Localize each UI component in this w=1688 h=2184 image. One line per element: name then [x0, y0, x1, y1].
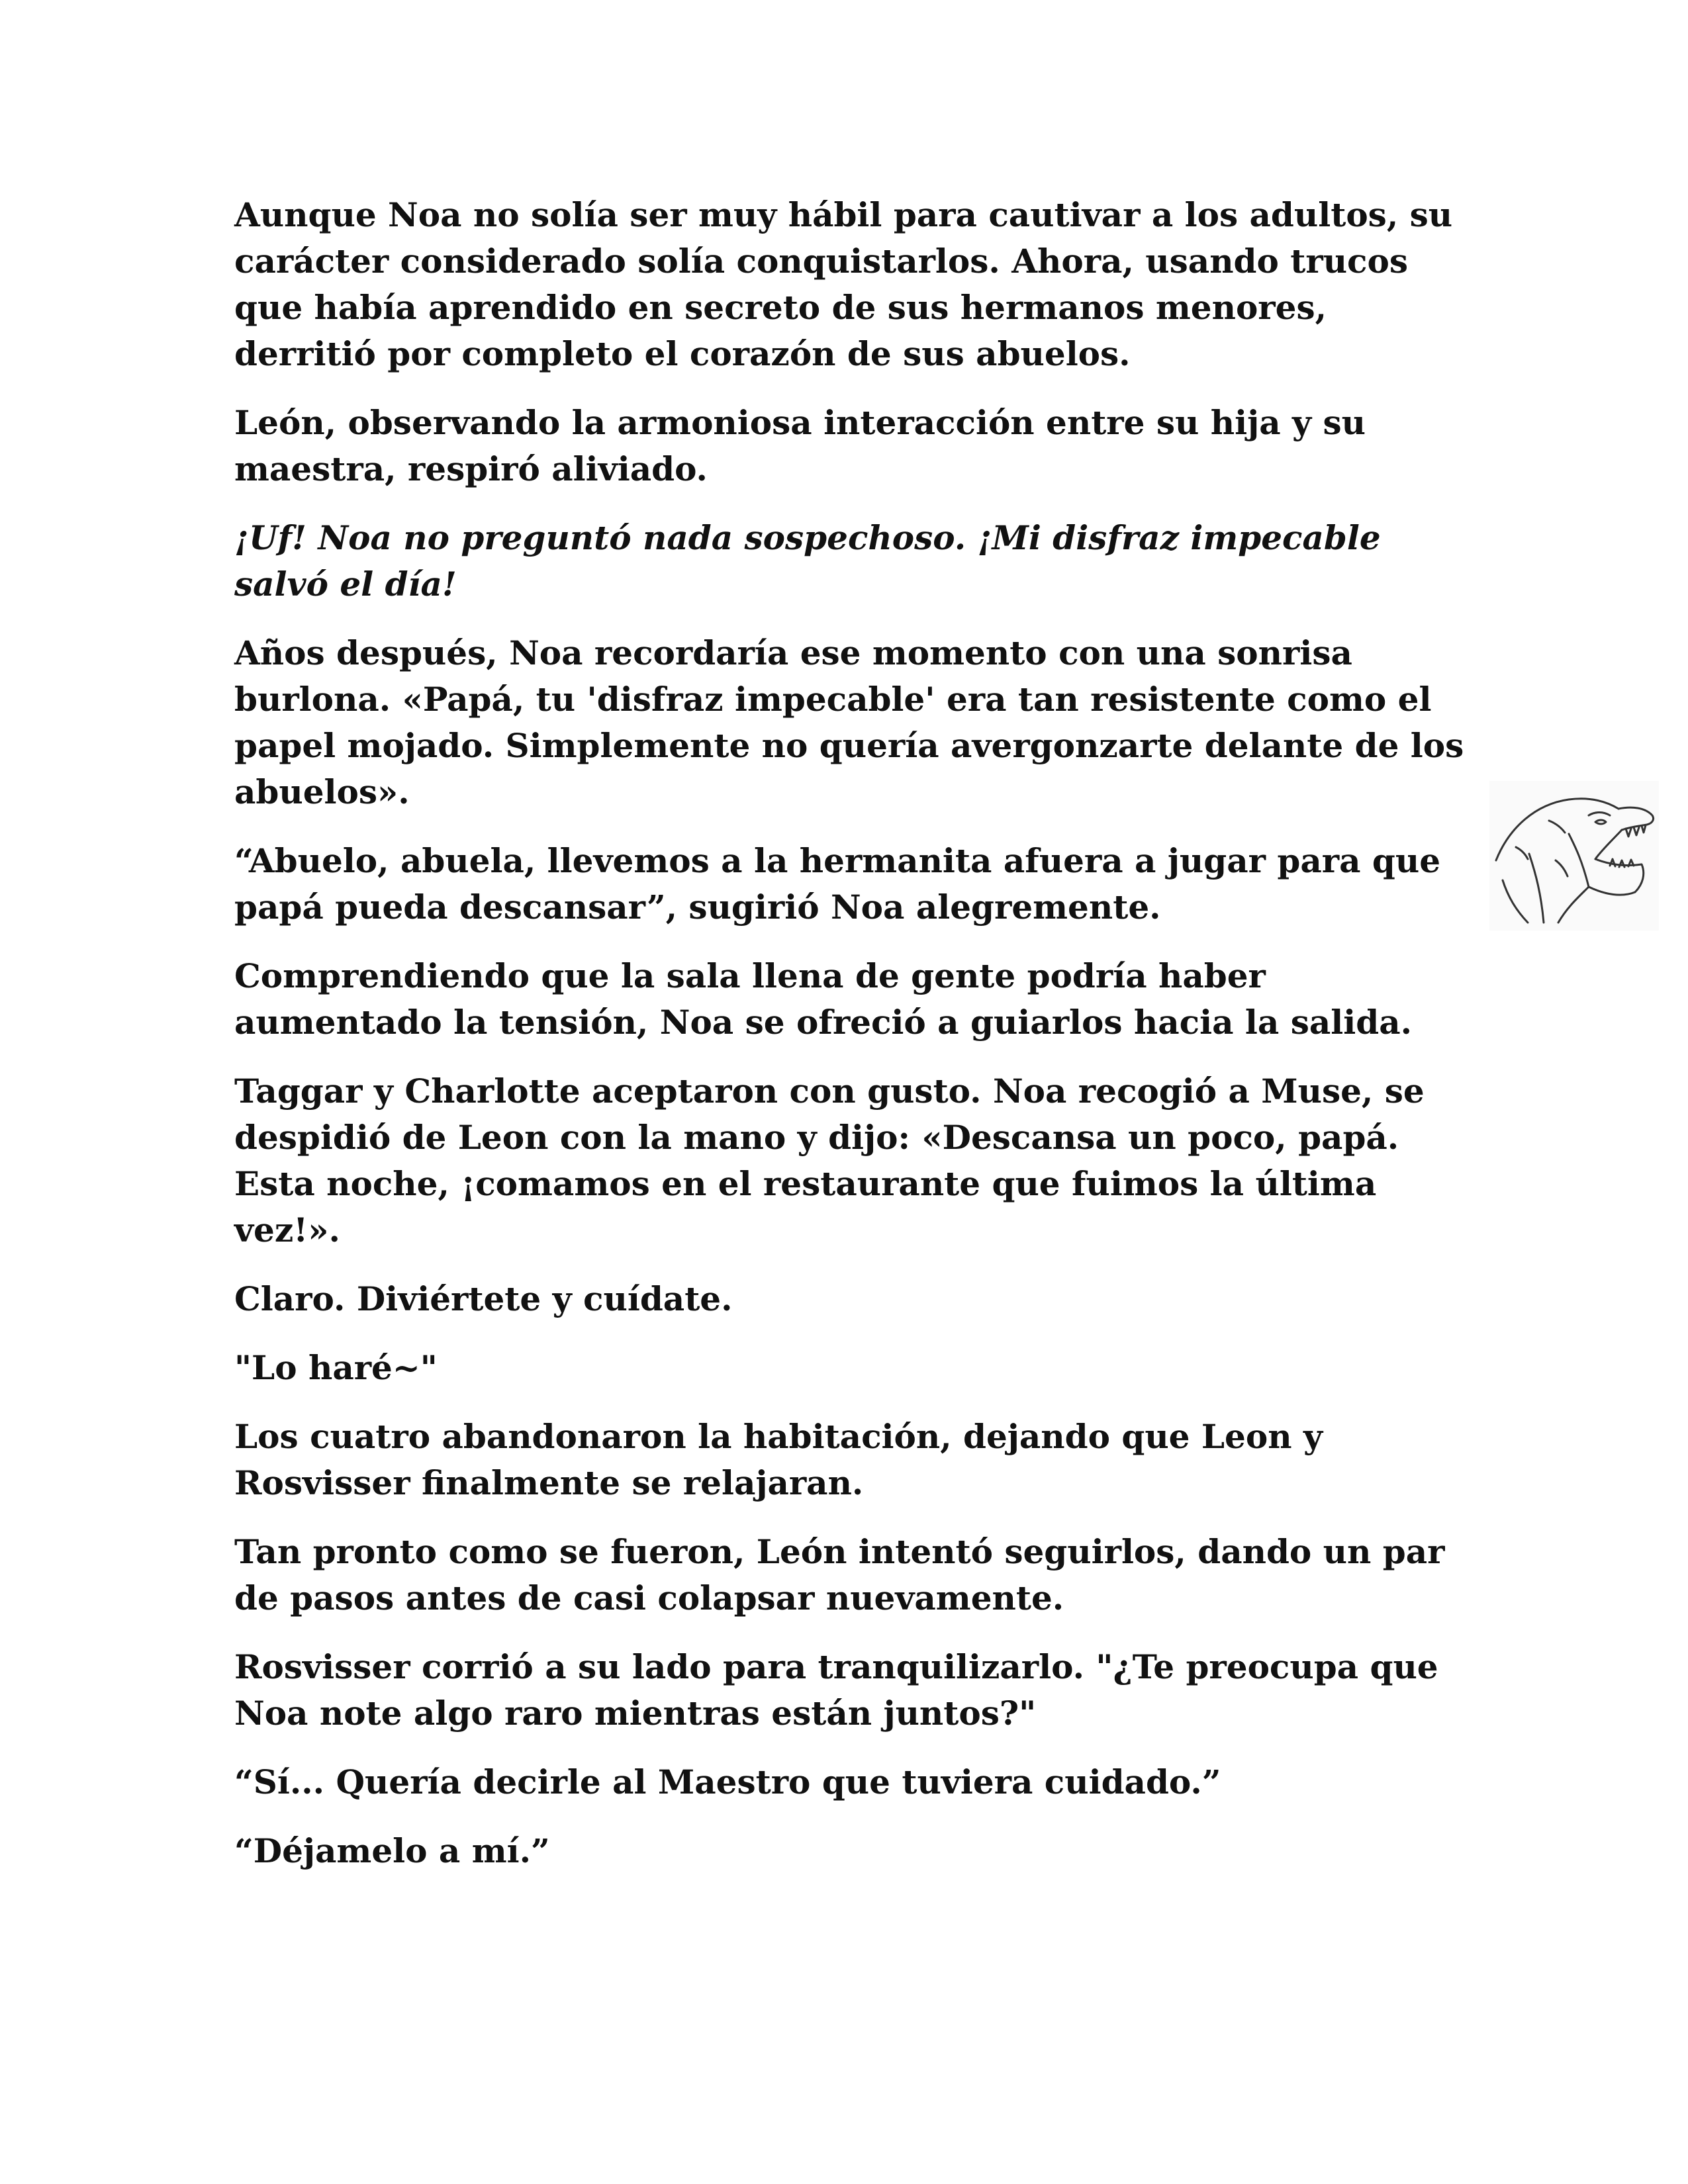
paragraph-14: “Déjamelo a mí.” — [234, 1831, 550, 1870]
page-body — [234, 192, 1479, 1897]
paragraph-10: Los cuatro abandonaron la habitación, dejando que Leon y Rosvisser finalmente se relajaran. — [234, 1417, 1323, 1502]
paragraph-13: “Sí... Quería decirle al Maestro que tuviera cuidado.” — [234, 1762, 1221, 1801]
paragraph-7: Taggar y Charlotte aceptaron con gusto. Noa recogió a Muse, se despidió de Leon con la mano y dijo: «Descansa un poco, papá. Esta noche, ¡comamos en el restaurante que fuimos la última vez!». — [234, 1071, 1425, 1250]
paragraph-6: Comprendiendo que la sala llena de gente podría haber aumentado la tensión, Noa se ofreció a guiarlos hacia la salida. — [234, 956, 1413, 1042]
paragraph-12: Rosvisser corrió a su lado para tranquilizarlo. "¿Te preocupa que Noa note algo raro mientras están juntos?" — [234, 1647, 1438, 1733]
paragraph-2: León, observando la armoniosa interacción entre su hija y su maestra, respiró aliviado. — [234, 403, 1366, 488]
paragraph-11: Tan pronto como se fueron, León intentó seguirlos, dando un par de pasos antes de casi colapsar nuevamente. — [234, 1532, 1445, 1617]
paragraph-8: Claro. Diviértete y cuídate. — [234, 1279, 733, 1318]
paragraph-1: Aunque Noa no solía ser muy hábil para cautivar a los adultos, su carácter considerado solía conquistarlos. Ahora, usando trucos que había aprendido en secreto de sus hermanos menores, derritió por completo el corazón de sus abuelos. — [234, 195, 1453, 373]
paragraph-3-thought: ¡Uf! Noa no preguntó nada sospechoso. ¡Mi disfraz impecable salvó el día! — [234, 518, 1381, 604]
paragraph-4: Años después, Noa recordaría ese momento con una sonrisa burlona. «Papá, tu 'disfraz impecable' era tan resistente como el papel mojado. Simplemente no quería avergonzarte delante de los abuelos». — [234, 633, 1464, 811]
paragraph-5: “Abuelo, abuela, llevemos a la hermanita afuera a jugar para que papá pueda descansar”, sugirió Noa alegremente. — [234, 841, 1441, 927]
dinosaur-head-icon — [1489, 781, 1659, 931]
paragraph-9: "Lo haré~" — [234, 1348, 438, 1387]
